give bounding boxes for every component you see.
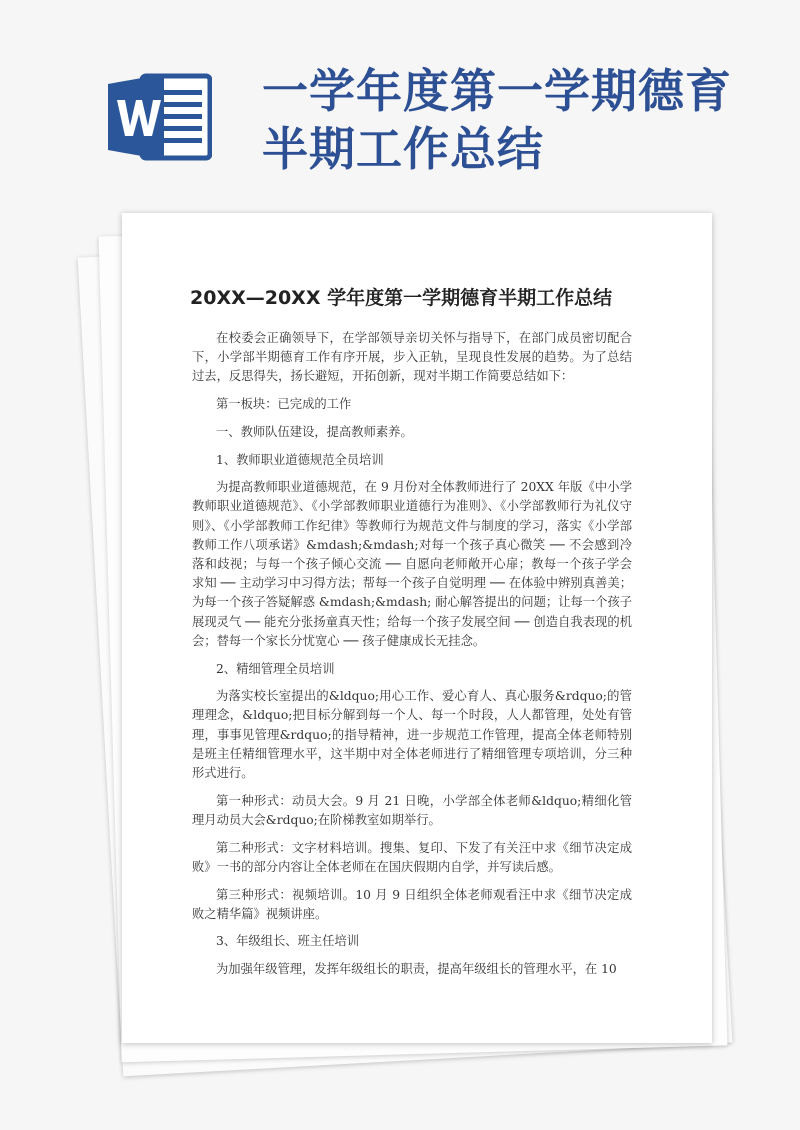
word-icon xyxy=(108,72,212,162)
subsection-heading: 1、教师职业道德规范全员培训 xyxy=(216,452,384,467)
paragraph: 第一种形式：动员大会。9 月 21 日晚，小学部全体老师&ldquo;精细化管理月动员大会&rdquo;在阶梯教室如期举行。 xyxy=(192,793,632,827)
paragraph: 为加强年级管理，发挥年级组长的职责，提高年级组长的管理水平，在 10 xyxy=(216,962,617,977)
paragraph: 为落实校长室提出的&ldquo;用心工作、爱心育人、真心服务&rdquo;的管理理念，&ldquo;把目标分解到每一个人、每一个时段，人人都管理，处处有管理，事事见管理&rdquo;的指导精神，进一步规范工作管理，提高全体老师特别是班主任精细管理水平，这半期中对全体老师进行了精细管理专项培训，分三种形式进行。 xyxy=(192,689,632,781)
paragraph: 第二种形式：文字材料培训。搜集、复印、下发了有关汪中求《细节决定成败》一书的部分内容让全体老师在在国庆假期内自学，并写读后感。 xyxy=(192,840,632,874)
paragraph: 第三种形式：视频培训。10 月 9 日组织全体老师观看汪中求《细节决定成败之精华篇》视频讲座。 xyxy=(192,887,632,921)
subsection-heading: 2、精细管理全员培训 xyxy=(216,661,335,676)
section-heading: 第一板块：已完成的工作 xyxy=(216,397,352,412)
section-heading: 一、教师队伍建设，提高教师素养。 xyxy=(216,424,413,439)
header-title-line1: 一学年度第一学期德育 xyxy=(262,64,732,118)
subsection-heading: 3、年级组长、班主任培训 xyxy=(216,934,360,949)
document-title: 20XX—20XX 学年度第一学期德育半期工作总结 xyxy=(190,287,613,309)
document-page xyxy=(122,213,712,1043)
header-title-line2: 半期工作总结 xyxy=(262,122,544,176)
document-body xyxy=(192,329,632,988)
header-title xyxy=(262,62,782,178)
header-banner xyxy=(0,0,800,200)
paragraph: 为提高教师职业道德规范，在 9 月份对全体教师进行了 20XX 年版《中小学教师职业道德规范》、《小学部教师职业道德行为准则》、《小学部教师行为礼仪守则》、《小学部教师工作纪律》等教师行为规范文件与制度的学习，落实《小学部教师工作八项承诺》&mdash;&mdash;对每一个孩子真心微笑 ── 不会感到冷落和歧视；与每一个孩子倾心交流 ── 自愿向老师敞开心扉；教每一个孩子学会求知 ── 主动学习中习得方法；帮每一个孩子自觉明理 ── 在体验中辨别真善美；为每一个孩子答疑解惑 &mdash;&mdash; 耐心解答提出的问题；让每一个孩子展现灵气 ── 能充分张扬童真天性；给每一个孩子发展空间 ── 创造自我表现的机会；替每一个家长分忧宽心 ── 孩子健康成长无挂念。 xyxy=(192,480,632,648)
paragraph: 在校委会正确领导下，在学部领导亲切关怀与指导下，在部门成员密切配合下，小学部半期德育工作有序开展，步入正轨，呈现良性发展的趋势。为了总结过去，反思得失，扬长避短，开拓创新，现对半期工作简要总结如下： xyxy=(192,331,632,384)
